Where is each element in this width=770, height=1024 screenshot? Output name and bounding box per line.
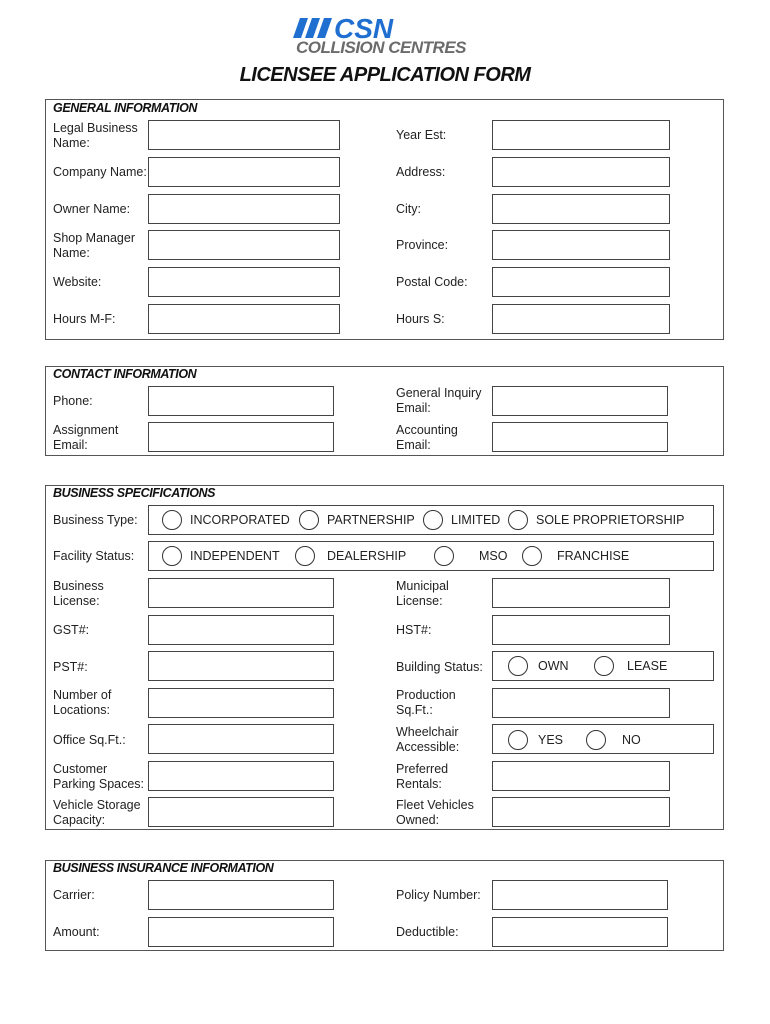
partnership-radio[interactable] <box>299 510 319 530</box>
building-status-label: Building Status: <box>396 660 483 674</box>
legal-name-label: Legal Business Name: <box>53 121 138 150</box>
deductible-label: Deductible: <box>396 925 459 939</box>
general-inquiry-field[interactable] <box>492 386 668 416</box>
logo-subtitle: COLLISION CENTRES <box>296 38 467 57</box>
carrier-field[interactable] <box>148 880 334 910</box>
postal-code-label: Postal Code: <box>396 275 468 289</box>
postal-code-field[interactable] <box>492 267 670 297</box>
wheelchair-no-option-label: NO <box>622 733 641 747</box>
shop-manager-field[interactable] <box>148 230 340 260</box>
wheelchair-yes-radio[interactable] <box>508 730 528 750</box>
dealership-option-label: DEALERSHIP <box>327 549 407 563</box>
independent-option-label: INDEPENDENT <box>190 549 280 563</box>
num-locations-field[interactable] <box>148 688 334 718</box>
fleet-vehicles-label: Fleet Vehicles Owned: <box>396 798 474 827</box>
limited-radio[interactable] <box>423 510 443 530</box>
owner-name-field[interactable] <box>148 194 340 224</box>
address-label: Address: <box>396 165 446 179</box>
address-field[interactable] <box>492 157 670 187</box>
hours-mf-label: Hours M-F: <box>53 312 116 326</box>
wheelchair-label: Wheelchair Accessible: <box>396 725 460 754</box>
general-heading: GENERAL INFORMATION <box>53 101 198 115</box>
wheelchair-no-radio[interactable] <box>586 730 606 750</box>
company-name-field[interactable] <box>148 157 340 187</box>
hours-s-field[interactable] <box>492 304 670 334</box>
province-field[interactable] <box>492 230 670 260</box>
hours-s-label: Hours S: <box>396 312 445 326</box>
mso-option-label: MSO <box>479 549 508 563</box>
facility-status-label: Facility Status: <box>53 549 135 563</box>
year-est-field[interactable] <box>492 120 670 150</box>
amount-field[interactable] <box>148 917 334 947</box>
page-title: LICENSEE APPLICATION FORM <box>239 64 531 86</box>
customer-parking-field[interactable] <box>148 761 334 791</box>
office-sqft-field[interactable] <box>148 724 334 754</box>
policy-number-label: Policy Number: <box>396 888 481 902</box>
general-inquiry-label: General Inquiry Email: <box>396 386 482 415</box>
carrier-label: Carrier: <box>53 888 95 902</box>
wheelchair-yes-option-label: YES <box>538 733 564 747</box>
business-license-label: Business License: <box>53 579 104 608</box>
city-label: City: <box>396 202 421 216</box>
gst-label: GST#: <box>53 623 90 637</box>
owner-name-label: Owner Name: <box>53 202 131 216</box>
assignment-email-label: Assignment Email: <box>53 423 119 452</box>
fleet-vehicles-field[interactable] <box>492 797 670 827</box>
num-locations-label: Number of Locations: <box>53 688 112 717</box>
limited-option-label: LIMITED <box>451 513 501 527</box>
lease-option-label: LEASE <box>627 659 668 673</box>
business-license-field[interactable] <box>148 578 334 608</box>
preferred-rentals-label: Preferred Rentals: <box>396 762 449 791</box>
franchise-radio[interactable] <box>522 546 542 566</box>
hst-field[interactable] <box>492 615 670 645</box>
municipal-license-label: Municipal License: <box>396 579 449 608</box>
incorporated-radio[interactable] <box>162 510 182 530</box>
mso-radio[interactable] <box>434 546 454 566</box>
accounting-email-label: Accounting Email: <box>396 423 458 452</box>
own-option-label: OWN <box>538 659 569 673</box>
municipal-license-field[interactable] <box>492 578 670 608</box>
policy-number-field[interactable] <box>492 880 668 910</box>
office-sqft-label: Office Sq.Ft.: <box>53 733 126 747</box>
business-type-label: Business Type: <box>53 513 138 527</box>
city-field[interactable] <box>492 194 670 224</box>
contact-heading: CONTACT INFORMATION <box>53 367 197 381</box>
independent-radio[interactable] <box>162 546 182 566</box>
partnership-option-label: PARTNERSHIP <box>327 513 415 527</box>
accounting-email-field[interactable] <box>492 422 668 452</box>
gst-field[interactable] <box>148 615 334 645</box>
shop-manager-label: Shop Manager Name: <box>53 231 136 260</box>
logo-brand-text: CSN <box>334 16 394 44</box>
dealership-radio[interactable] <box>295 546 315 566</box>
sole-proprietorship-option-label: SOLE PROPRIETORSHIP <box>536 513 685 527</box>
franchise-option-label: FRANCHISE <box>557 549 630 563</box>
phone-field[interactable] <box>148 386 334 416</box>
business-heading: BUSINESS SPECIFICATIONS <box>53 486 216 500</box>
legal-name-field[interactable] <box>148 120 340 150</box>
deductible-field[interactable] <box>492 917 668 947</box>
incorporated-option-label: INCORPORATED <box>190 513 290 527</box>
hst-label: HST#: <box>396 623 432 637</box>
year-est-label: Year Est: <box>396 128 447 142</box>
pst-field[interactable] <box>148 651 334 681</box>
website-label: Website: <box>53 275 102 289</box>
phone-label: Phone: <box>53 394 93 408</box>
preferred-rentals-field[interactable] <box>492 761 670 791</box>
sole-proprietorship-radio[interactable] <box>508 510 528 530</box>
pst-label: PST#: <box>53 660 88 674</box>
customer-parking-label: Customer Parking Spaces: <box>53 762 145 791</box>
own-radio[interactable] <box>508 656 528 676</box>
amount-label: Amount: <box>53 925 100 939</box>
hours-mf-field[interactable] <box>148 304 340 334</box>
website-field[interactable] <box>148 267 340 297</box>
province-label: Province: <box>396 238 449 252</box>
production-sqft-field[interactable] <box>492 688 670 718</box>
assignment-email-field[interactable] <box>148 422 334 452</box>
lease-radio[interactable] <box>594 656 614 676</box>
production-sqft-label: Production Sq.Ft.: <box>396 688 456 717</box>
insurance-heading: BUSINESS INSURANCE INFORMATION <box>53 861 274 875</box>
vehicle-storage-label: Vehicle Storage Capacity: <box>53 798 141 827</box>
company-name-label: Company Name: <box>53 165 147 179</box>
vehicle-storage-field[interactable] <box>148 797 334 827</box>
